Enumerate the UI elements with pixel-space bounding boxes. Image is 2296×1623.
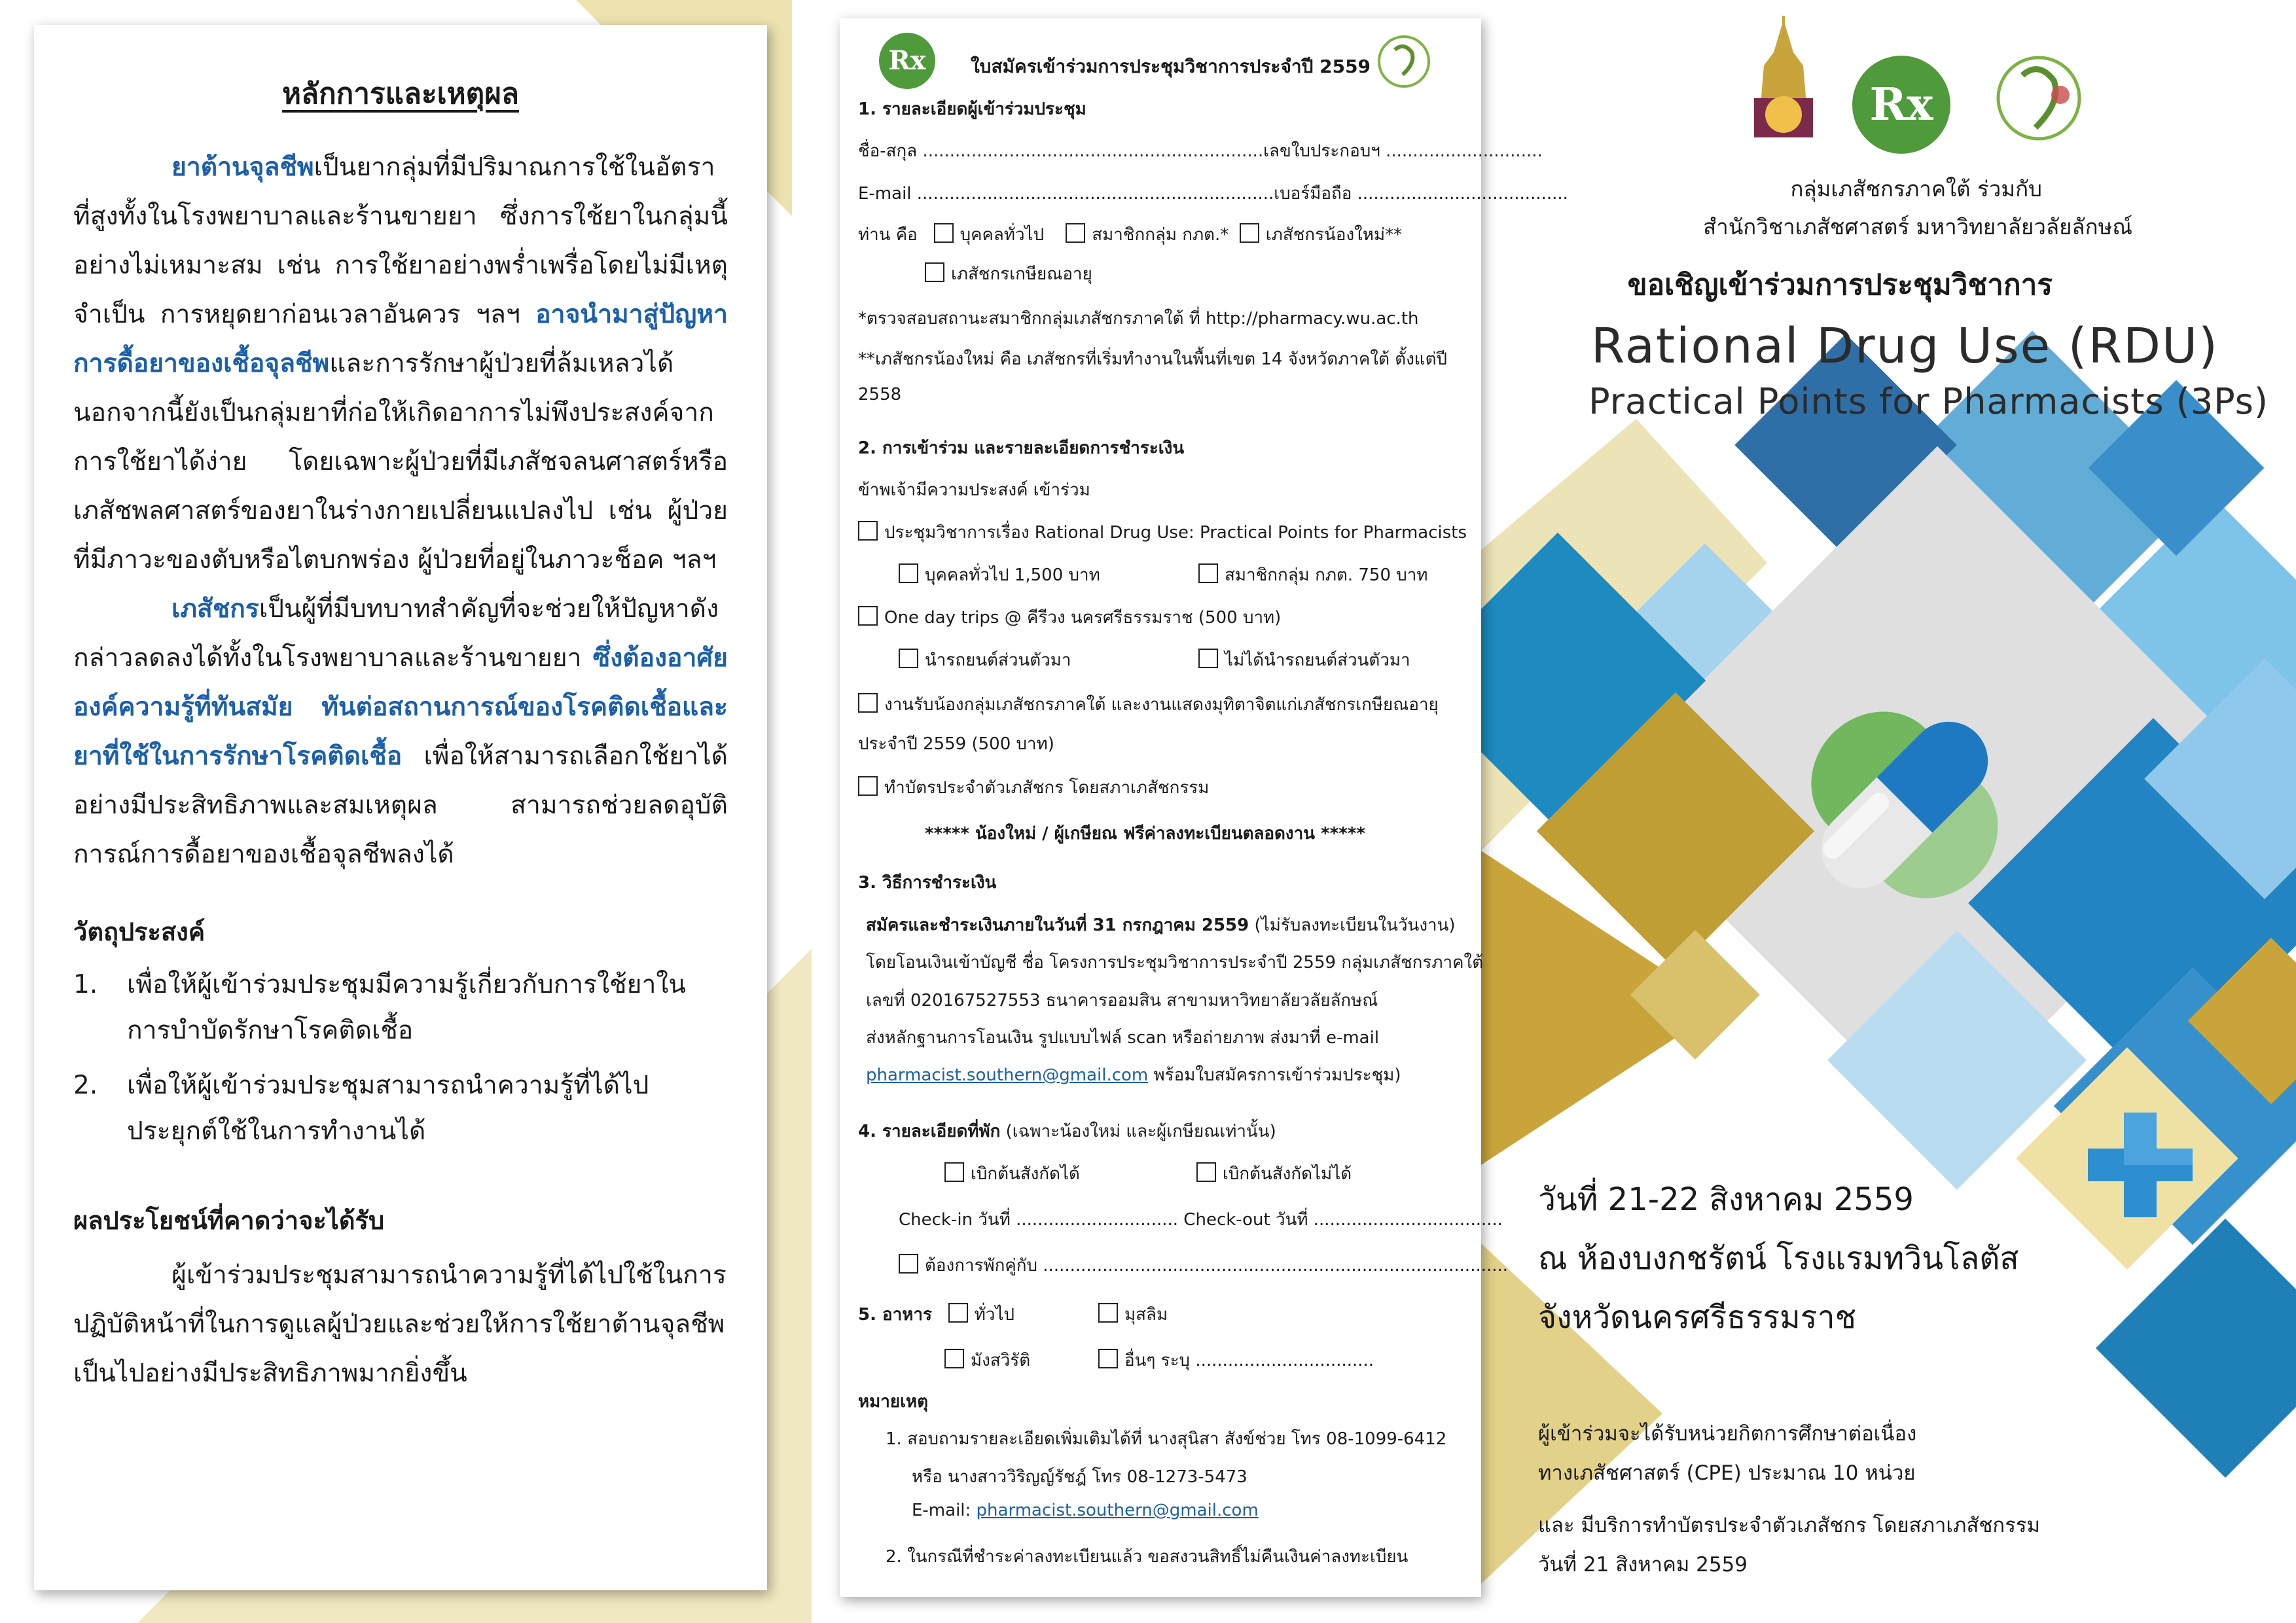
option-label: ประชุมวิชาการเรื่อง Rational Drug Use: Practical Points for Pharmacists (884, 523, 1467, 543)
option-label: มุสลิม (1124, 1305, 1168, 1325)
event-province: จังหวัดนครศรีธรรมราช (1538, 1299, 1857, 1336)
highlight-antimicrobial: ยาต้านจุลชีพ (171, 152, 314, 182)
option-trip (858, 604, 1281, 631)
checkin-checkout-field[interactable]: Check-in วันที่ .............................. Check-out วันที่ ................................... (899, 1210, 1503, 1230)
option-label: บุคคลทั่วไป (960, 225, 1045, 245)
checkbox-vegetarian[interactable] (944, 1349, 964, 1368)
section-4-title: 4. รายละเอียดที่พัก (858, 1122, 1001, 1141)
payment-email-note: พร้อมใบสมัครการเข้าร่วมประชุม) (1148, 1065, 1401, 1085)
checkbox-roommate[interactable] (899, 1254, 918, 1274)
checkbox-conference-member[interactable] (1198, 563, 1218, 583)
section-2-heading: 2. การเข้าร่วม และรายละเอียดการชำระเงิน (858, 438, 1185, 458)
section-1-heading: 1. รายละเอียดผู้เข้าร่วมประชุม (858, 99, 1086, 119)
membership-note: *ตรวจสอบสถานะสมาชิกกลุ่มเภสัชกรภาคใต้ ที่ http://pharmacy.wu.ac.th (858, 309, 1419, 329)
option-vegetarian (944, 1347, 1030, 1374)
deadline-note: (ไม่รับลงทะเบียนในวันงาน) (1249, 916, 1456, 935)
option-label: บุคคลทั่วไป 1,500 บาท (925, 565, 1100, 585)
checkbox-conference-general[interactable] (899, 563, 918, 583)
new-pharmacist-note: **เภสัชกรน้องใหม่ คือ เภสัชกรที่เริ่มทำงานในพื้นที่เขต 14 จังหวัดภาคใต้ ตั้งแต่ปี (858, 349, 1447, 369)
payment-email-row (866, 1061, 1401, 1088)
option-reimbursable (944, 1160, 1080, 1187)
highlight-pharmacist: เภสัชกร (171, 594, 259, 624)
remark-2: 2. ในกรณีที่ชำระค่าลงทะเบียนแล้ว ขอสงวนสิทธิ์ไม่คืนเงินค่าลงทะเบียน (886, 1547, 1408, 1567)
remark-1-email-row (912, 1501, 1259, 1520)
payment-deadline (866, 912, 1456, 938)
option-label: ทำบัตรประจำตัวเภสัชกร โดยสภาเภสัชกรรม (884, 778, 1210, 798)
payment-bank: เลขที่ 020167527553 ธนาคารออมสิน สาขามหาวิทยาลัยวลัยลักษณ์ (866, 991, 1378, 1010)
paragraph-text: เป็นยากลุ่มที่มีปริมาณการใช้ในอัตราที่สูงทั้งในโรงพยาบาลและร้านขายยา ซึ่งการใช้ยาในกลุ่มนี้อย่างไม่เหมาะสม เช่น การใช้ยาอย่างพร่ำเพรื่อโดยไม่มีเหตุจำเป็น การหยุดยาก่อนเวลาอันควร ฯลฯ (73, 152, 728, 329)
checkbox-retired[interactable] (925, 262, 944, 282)
checkbox-card[interactable] (858, 776, 878, 796)
option-label: One day trips @ คีรีวง นครศรีธรรมราช (500 บาท) (884, 608, 1282, 628)
event-date: วันที่ 21-22 สิงหาคม 2559 (1538, 1181, 1914, 1218)
rationale-paragraph-2 (73, 584, 728, 879)
option-party-line-2: ประจำปี 2559 (500 บาท) (858, 734, 1054, 754)
list-number: 2. (73, 1071, 98, 1100)
intent-label: ข้าพเจ้ามีความประสงค์ เข้าร่วม (858, 480, 1090, 500)
medical-plus-icon (2081, 1106, 2199, 1224)
email-label: E-mail: (912, 1501, 977, 1520)
objectives-heading: วัตถุประสงค์ (73, 918, 206, 946)
option-roommate (899, 1252, 1508, 1279)
checkbox-trip[interactable] (858, 606, 878, 626)
checkbox-muslim[interactable] (1098, 1303, 1118, 1323)
organizer-line-2: สำนักวิชาเภสัชศาสตร์ มหาวิทยาลัยวลัยลักษณ์ (1703, 214, 2132, 240)
highlight-knowledge: ซึ่งต้องอาศัยองค์ความรู้ที่ทันสมัย ทันต่อสถานการณ์ของโรคติดเชื้อและยาที่ใช้ในการรักษาโรคติดเชื้อ (73, 643, 728, 771)
checkbox-conference[interactable] (858, 521, 878, 541)
payment-email-link[interactable]: pharmacist.southern@gmail.com (866, 1065, 1149, 1085)
checkbox-no-car[interactable] (1198, 649, 1218, 668)
option-card (858, 774, 1209, 801)
option-own-car (899, 647, 1071, 673)
section-5-row-1 (858, 1301, 1014, 1328)
checkbox-general[interactable] (934, 223, 954, 243)
checkbox-own-car[interactable] (899, 649, 918, 668)
checkbox-new-pharmacist[interactable] (1240, 223, 1259, 243)
new-pharmacist-note-year: 2558 (858, 385, 902, 404)
option-label: ต้องการพักคู่กับ ...................................................................................... (925, 1256, 1509, 1275)
option-conference-member (1198, 562, 1428, 588)
option-label: เบิกต้นสังกัดได้ (971, 1164, 1080, 1184)
paragraph-text: เป็นผู้ที่มีบทบาทสำคัญที่จะช่วยให้ปัญหาดังกล่าวลดลงได้ทั้งในโรงพยาบาลและร้านขายยา (73, 594, 719, 673)
option-muslim (1098, 1301, 1168, 1328)
option-label: งานรับน้องกลุ่มเภสัชกรภาคใต้ และงานแสดงมุทิตาจิตแก่เภสัชกรเกษียณอายุ (884, 695, 1439, 715)
section-4-note: (เฉพาะน้องใหม่ และผู้เกษียณเท่านั้น) (1000, 1122, 1276, 1141)
checkbox-food-general[interactable] (948, 1303, 968, 1323)
name-license-field[interactable]: ชื่อ-สกุล ...............................................................เลขใบประกอบฯ ............................. (858, 141, 1543, 161)
paragraph-text: และการรักษาผู้ป่วยที่ล้มเหลวได้ นอกจากนี้ยังเป็นกลุ่มยาที่ก่อให้เกิดอาการไม่พึงประสงค์จากการใช้ยาได้ง่าย โดยเฉพาะผู้ป่วยที่มีเภสัชจลนศาสตร์หรือเภสัชพลศาสตร์ของยาในร่างกายเปลี่ยนแปลงไป เช่น ผู้ป่วยที่มีภาวะของตับหรือไตบกพร่อง ผู้ป่วยที่อยู่ในภาวะช็อค ฯลฯ (73, 349, 728, 575)
status-options-row (858, 221, 1402, 248)
list-text: เพื่อให้ผู้เข้าร่วมประชุมสามารถนำความรู้ที่ได้ไปประยุกต์ใช้ในการทำงานได้ (127, 1071, 649, 1146)
paragraph-text: เพื่อให้สามารถเลือกใช้ยาได้อย่างมีประสิทธิภาพและสมเหตุผล สามารถช่วยลดอุบัติการณ์การดื้อยาของเชื้อจุลชีพลงได้ (73, 741, 728, 869)
checkbox-not-reimbursable[interactable] (1196, 1162, 1216, 1182)
remark-1-contact-2: หรือ นางสาววิริญญ์รัชฎ์ โทร 08-1273-5473 (912, 1467, 1247, 1487)
email-phone-field[interactable]: E-mail ..................................................................เบอร์มือถือ ....................................... (858, 184, 1568, 204)
capsule-illustration (1767, 668, 2042, 942)
benefit-heading: ผลประโยชน์ที่คาดว่าจะได้รับ (73, 1206, 385, 1235)
card-service-line-1: และ มีบริการทำบัตรประจำตัวเภสัชกร โดยสภาเภสัชกรรม (1538, 1514, 2040, 1537)
section-4-heading (858, 1118, 1276, 1145)
option-label: เภสัชกรเกษียณอายุ (951, 264, 1092, 284)
checkbox-party[interactable] (858, 693, 878, 713)
checkbox-food-other[interactable] (1098, 1349, 1118, 1368)
option-conference (858, 519, 1467, 546)
option-label: สมาชิกกลุ่ม กภต.* (1092, 225, 1229, 245)
benefit-paragraph (73, 1251, 728, 1398)
cpe-line-2: ทางเภสัชศาสตร์ (CPE) ประมาณ 10 หน่วย (1538, 1461, 1916, 1485)
contact-email-link[interactable]: pharmacist.southern@gmail.com (976, 1501, 1259, 1520)
card-service-line-2: วันที่ 21 สิงหาคม 2559 (1538, 1553, 1748, 1577)
option-party (858, 691, 1439, 718)
form-title: ใบสมัครเข้าร่วมการประชุมวิชาการประจำปี 2559 (971, 56, 1371, 77)
payment-account: โดยโอนเงินเข้าบัญชี ชื่อ โครงการประชุมวิชาการประจำปี 2559 กลุ่มเภสัชกรภาคใต้ (866, 953, 1484, 972)
registration-form-panel (840, 18, 1568, 1597)
checkbox-reimbursable[interactable] (944, 1162, 964, 1182)
benefit-text: ผู้เข้าร่วมประชุมสามารถนำความรู้ที่ได้ไปใช้ในการปฏิบัติหน้าที่ในการดูแลผู้ป่วยและช่วยให้การใช้ยาต้านจุลชีพเป็นไปอย่างมีประสิทธิภาพมากยิ่งขึ้น (73, 1260, 726, 1388)
anniversary-logo-cover (1990, 49, 2088, 154)
remark-heading: หมายเหตุ (858, 1392, 929, 1412)
rationale-paragraph-1 (73, 143, 728, 584)
remark-1: 1. สอบถามรายละเอียดเพิ่มเติมได้ที่ นางสุนิสา สังข์ช่วย โทร 08-1099-6412 (886, 1429, 1447, 1449)
event-title: Rational Drug Use (RDU) (1590, 318, 2219, 374)
option-label: ไม่ได้นำรถยนต์ส่วนตัวมา (1225, 651, 1410, 670)
list-item (73, 962, 728, 1054)
list-text: เพื่อให้ผู้เข้าร่วมประชุมมีความรู้เกี่ยวกับการใช้ยาในการบำบัดรักษาโรคติดเชื้อ (127, 970, 687, 1045)
invitation-text: ขอเชิญเข้าร่วมการประชุมวิชาการ (1627, 268, 2053, 302)
checkbox-member[interactable] (1066, 223, 1085, 243)
list-item (73, 1063, 728, 1154)
section-3-heading: 3. วิธีการชำระเงิน (858, 873, 997, 893)
organizer-line-1: กลุ่มเภสัชกรภาคใต้ ร่วมกับ (1790, 176, 2042, 202)
status-label: ท่าน คือ (858, 225, 918, 245)
option-no-car (1198, 647, 1410, 673)
option-food-other (1098, 1347, 1374, 1374)
free-registration-note: ***** น้องใหม่ / ผู้เกษียณ ฟรีค่าลงทะเบียนตลอดงาน ***** (925, 824, 1366, 844)
option-conference-general (899, 562, 1100, 588)
university-seal-logo (1741, 13, 1826, 151)
event-subtitle: Practical Points for Pharmacists (3Ps) (1588, 381, 2269, 422)
option-label: เบิกต้นสังกัดไม่ได้ (1223, 1164, 1352, 1184)
event-venue: ณ ห้องบงกชรัตน์ โรงแรมทวินโลตัส (1538, 1240, 2019, 1277)
option-label: มังสวิรัติ (971, 1351, 1031, 1370)
rx-logo-cover: Rx (1852, 56, 1950, 154)
rationale-title: หลักการและเหตุผล (282, 77, 519, 111)
section-5-heading: 5. อาหาร (858, 1305, 932, 1325)
highlight-resistance: อาจนำมาสู่ปัญหาการดื้อยาของเชื้อจุลชีพ (73, 300, 728, 378)
payment-proof: ส่งหลักฐานการโอนเงิน รูปแบบไฟล์ scan หรือถ่ายภาพ ส่งมาที่ e-mail (866, 1028, 1380, 1048)
list-number: 1. (73, 970, 98, 999)
option-label: ทั่วไป (974, 1305, 1015, 1325)
option-label: อื่นๆ ระบุ ................................. (1124, 1351, 1374, 1370)
status-options-row-2 (925, 260, 1092, 287)
anniversary-logo (1376, 34, 1431, 89)
objectives-list (73, 962, 728, 1154)
option-label: นำรถยนต์ส่วนตัวมา (925, 651, 1071, 670)
deadline-text: สมัครและชำระเงินภายในวันที่ 31 กรกฎาคม 2559 (866, 916, 1249, 935)
option-label: สมาชิกกลุ่ม กภต. 750 บาท (1225, 565, 1428, 585)
rationale-panel (34, 25, 767, 1590)
option-label: เภสัชกรน้องใหม่** (1265, 225, 1403, 245)
cpe-line-1: ผู้เข้าร่วมจะได้รับหน่วยกิตการศึกษาต่อเนื่อง (1538, 1422, 1917, 1446)
option-not-reimbursable (1196, 1160, 1352, 1187)
rx-logo: Rx (879, 33, 935, 89)
